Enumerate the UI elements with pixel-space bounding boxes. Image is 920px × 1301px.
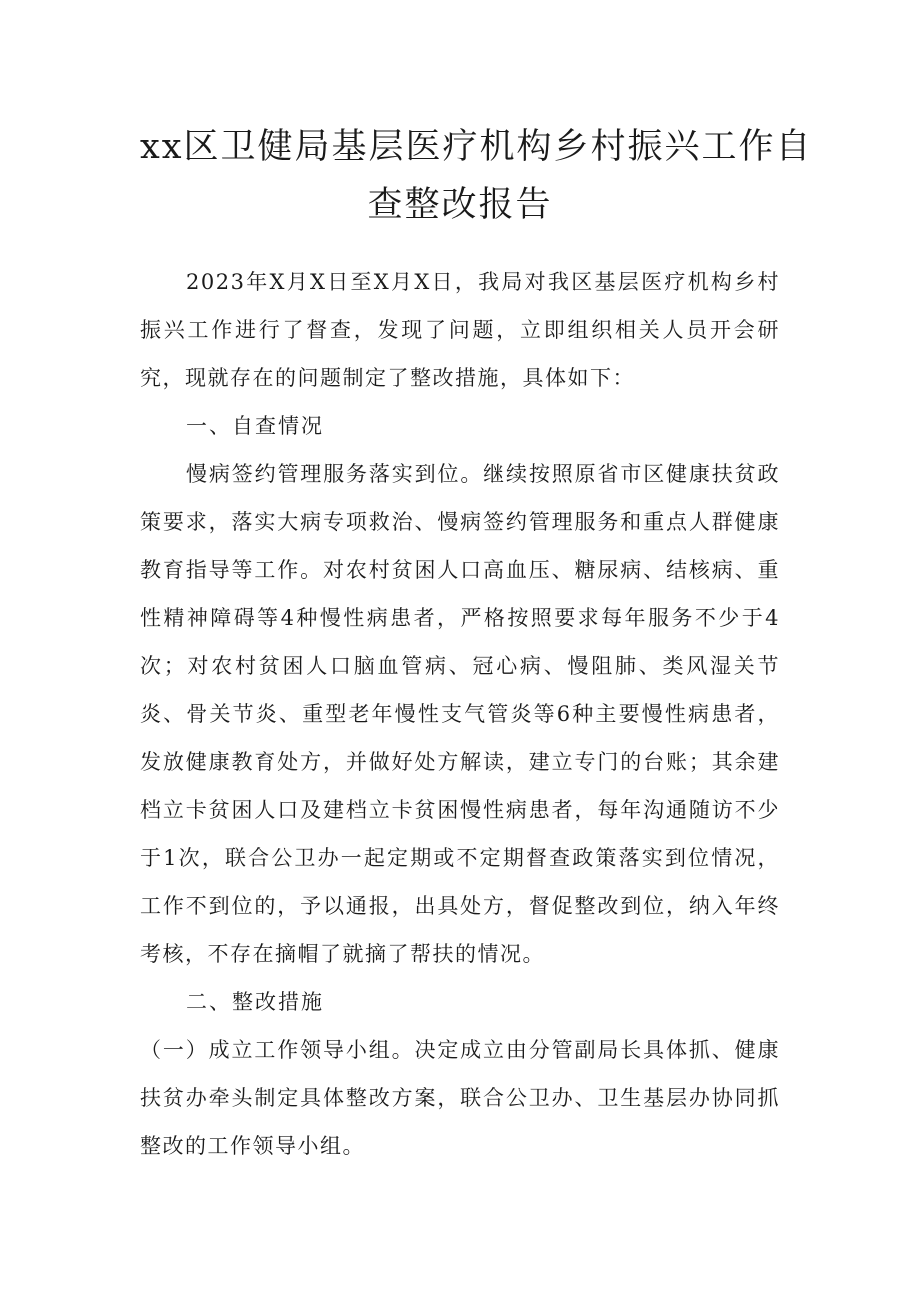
document-title-line-2: 查整改报告: [367, 185, 553, 225]
section-heading-self-inspection: 一、自查情况: [186, 414, 324, 438]
self-inspection-paragraph: 慢病签约管理服务落实到位。继续按照原省市区健康扶贫政策要求，落实大病专项救治、慢病签约管理服务和重点人群健康教育指导等工作。对农村贫困人口高血压、糖尿病、结核病、重性精神障碍等4种慢性病患者，严格按照要求每年服务不少于4次；对农村贫困人口脑血管病、冠心病、慢阻肺、类风湿关节炎、骨关节炎、重型老年慢性支气管炎等6种主要慢性病患者，发放健康教育处方，并做好处方解读，建立专门的台账；其余建档立卡贫困人口及建档立卡贫困慢性病患者，每年沟通随访不少于1次，联合公卫办一起定期或不定期督查政策落实到位情况，工作不到位的，予以通报，出具处方，督促整改到位，纳入年终考核，不存在摘帽了就摘了帮扶的情况。: [140, 462, 780, 966]
section-heading-rectification: 二、整改措施: [186, 990, 324, 1014]
rectification-item-1: （一）成立工作领导小组。决定成立由分管副局长具体抓、健康扶贫办牵头制定具体整改方案，联合公卫办、卫生基层办协同抓整改的工作领导小组。: [140, 1038, 780, 1158]
document-title-line-1: xx区卫健局基层医疗机构乡村振兴工作自: [140, 127, 813, 167]
intro-paragraph: 2023年X月X日至X月X日，我局对我区基层医疗机构乡村振兴工作进行了督查，发现了问题，立即组织相关人员开会研究，现就存在的问题制定了整改措施，具体如下：: [140, 270, 780, 390]
